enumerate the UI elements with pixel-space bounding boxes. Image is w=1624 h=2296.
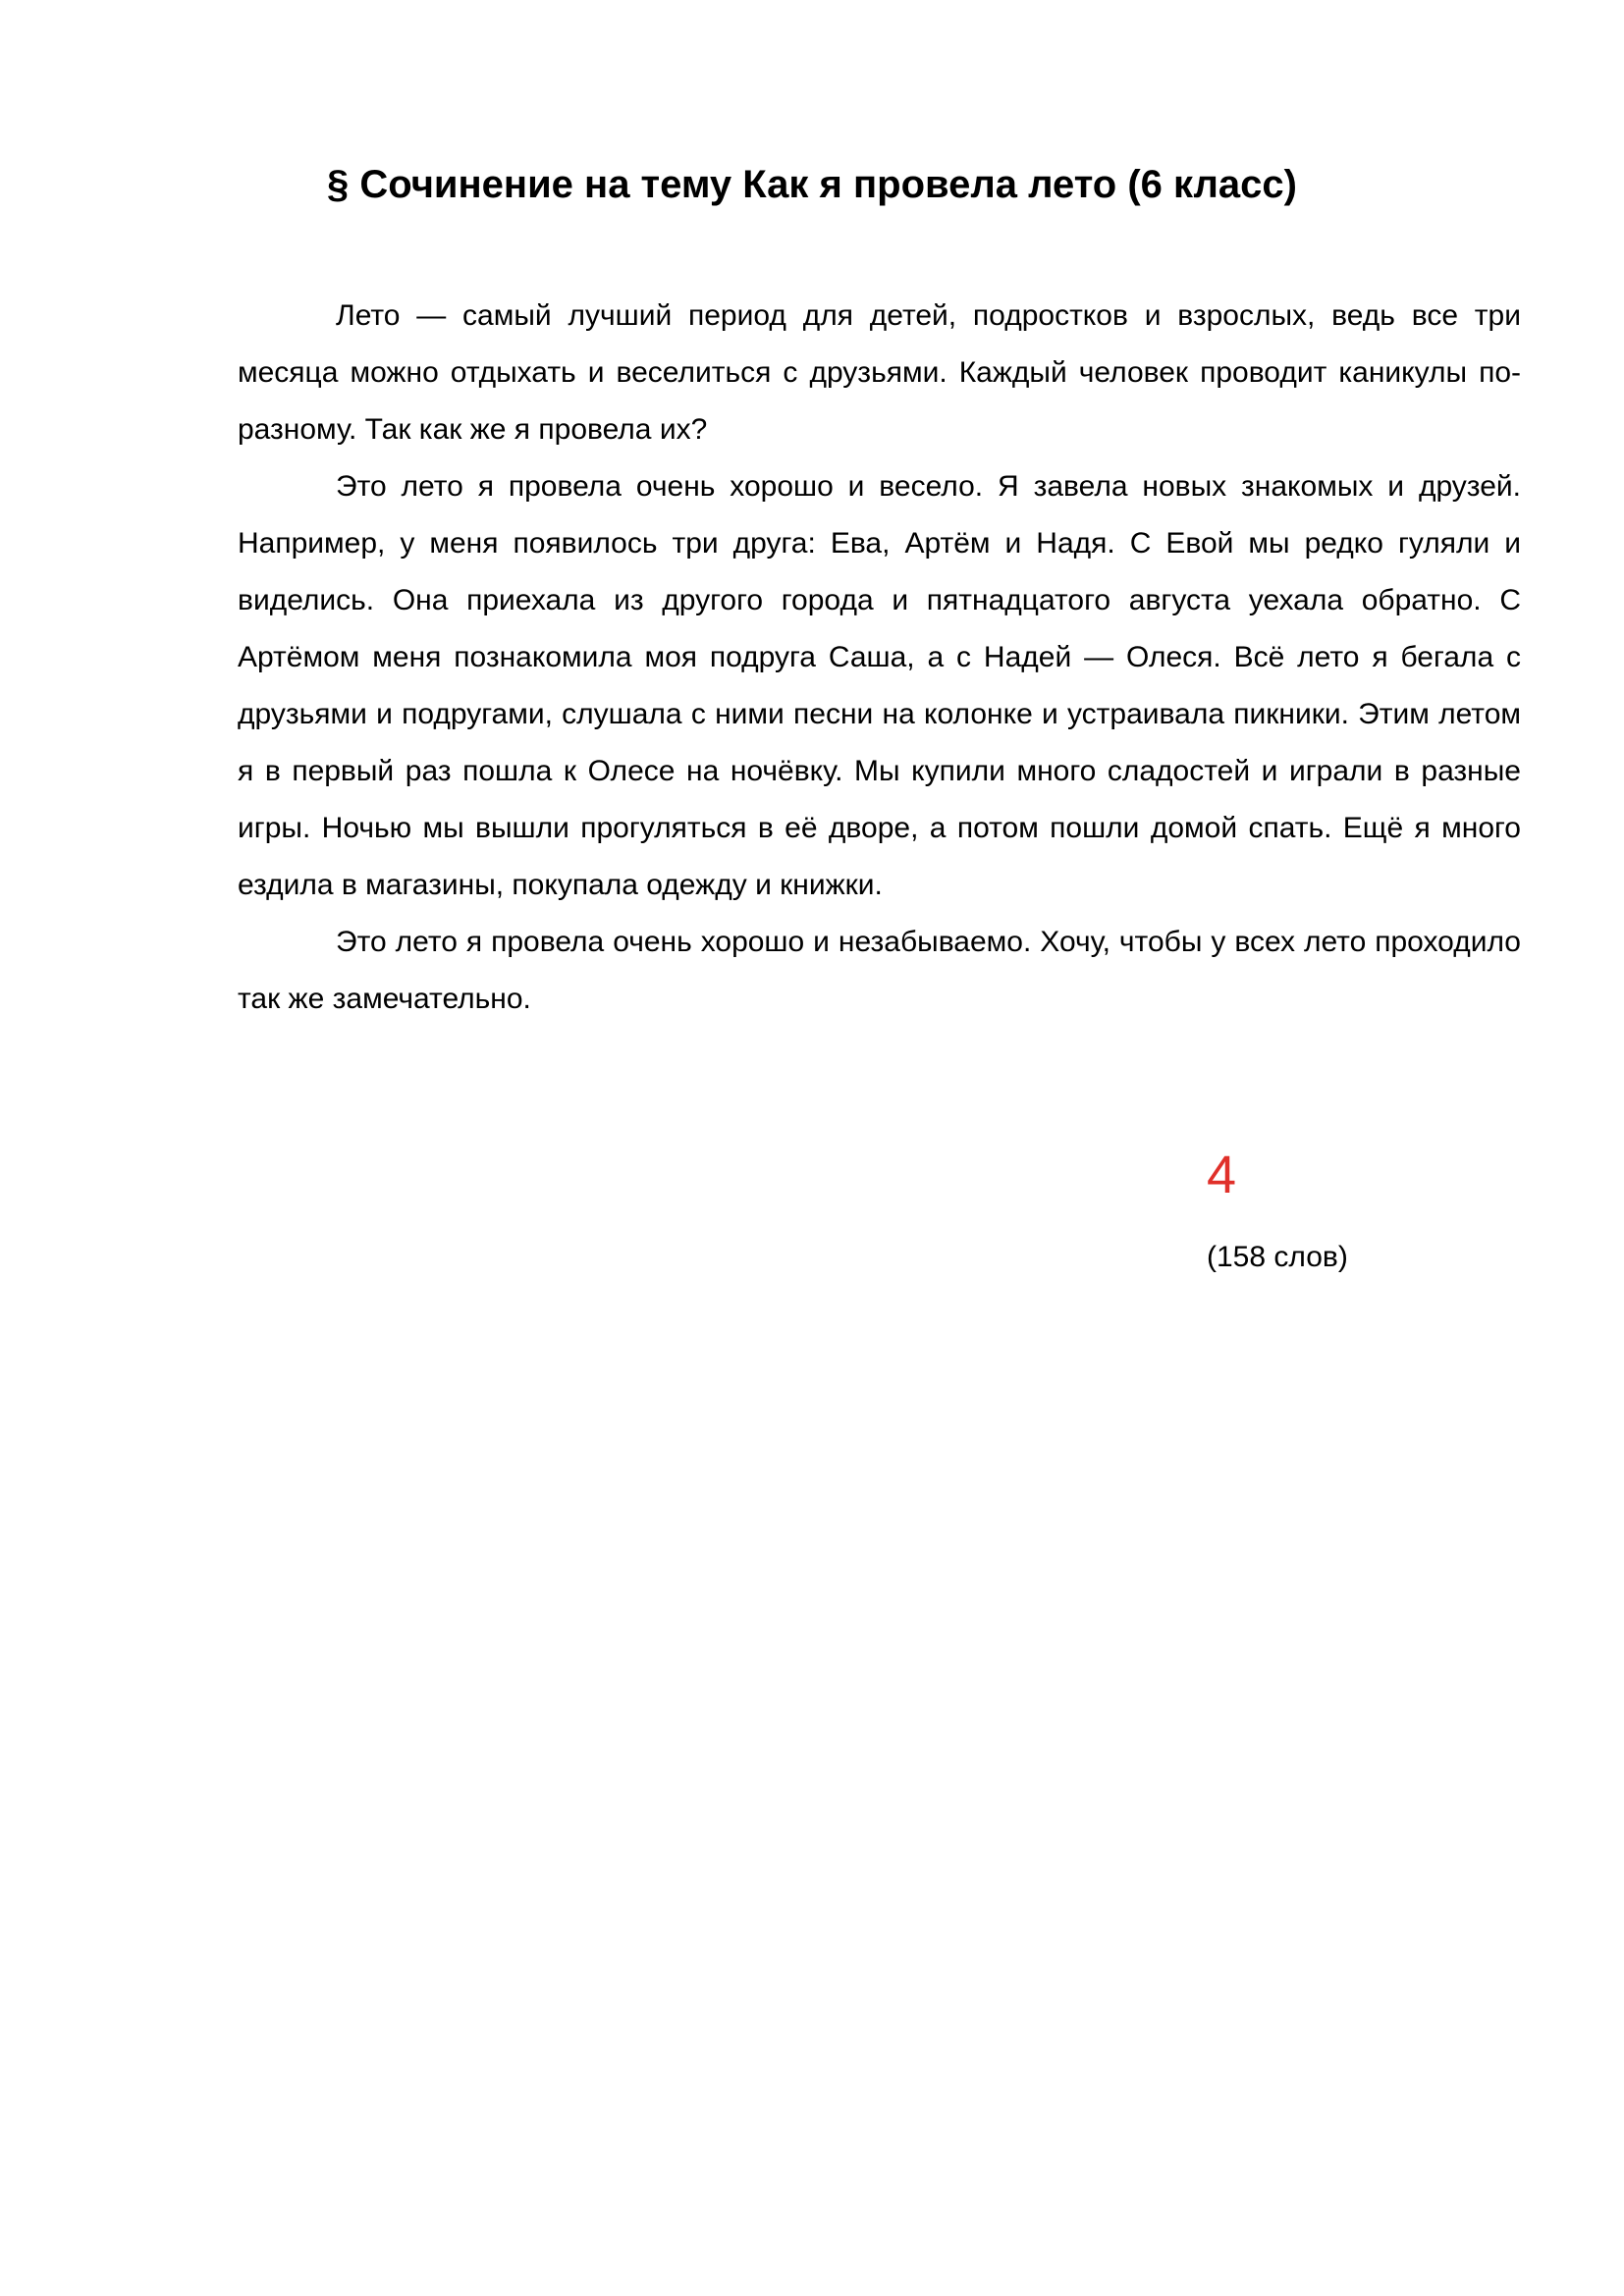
paragraph-2: Это лето я провела очень хорошо и весело. Я завела новых знакомых и друзей. Например, у меня появилось три друга: Ева, Артём и Надя. С Евой мы редко гуляли и виделись. Она приехала из другого города и пятнадцатого августа уехала обратно. С Артёмом меня познакомила моя подруга Саша, а с Надей — Олеся. Всё лето я бегала с друзьями и подругами, слушала с ними песни на колонке и устраивала пикники. Этим летом я в первый раз пошла к Олесе на ночёвку. Мы купили много сладостей и играли в разные игры. Ночью мы вышли прогуляться в её дворе, а потом пошли домой спать. Ещё я много ездила в магазины, покупала одежду и книжки. (238, 470, 1521, 901)
paragraph-3: Это лето я провела очень хорошо и незабываемо. Хочу, чтобы у всех лето проходило так же замечательно. (238, 926, 1521, 1015)
essay-body (238, 288, 1521, 1028)
paragraph-1: Лето — самый лучший период для детей, подростков и взрослых, ведь все три месяца можно отдыхать и веселиться с друзьями. Каждый человек проводит каникулы по-разному. Так как же я провела их? (238, 299, 1521, 446)
grade-mark: 4 (1207, 1146, 1237, 1204)
page-title: § Сочинение на тему Как я провела лето (6 класс) (327, 163, 1297, 206)
word-count: (158 слов) (1207, 1241, 1348, 1273)
